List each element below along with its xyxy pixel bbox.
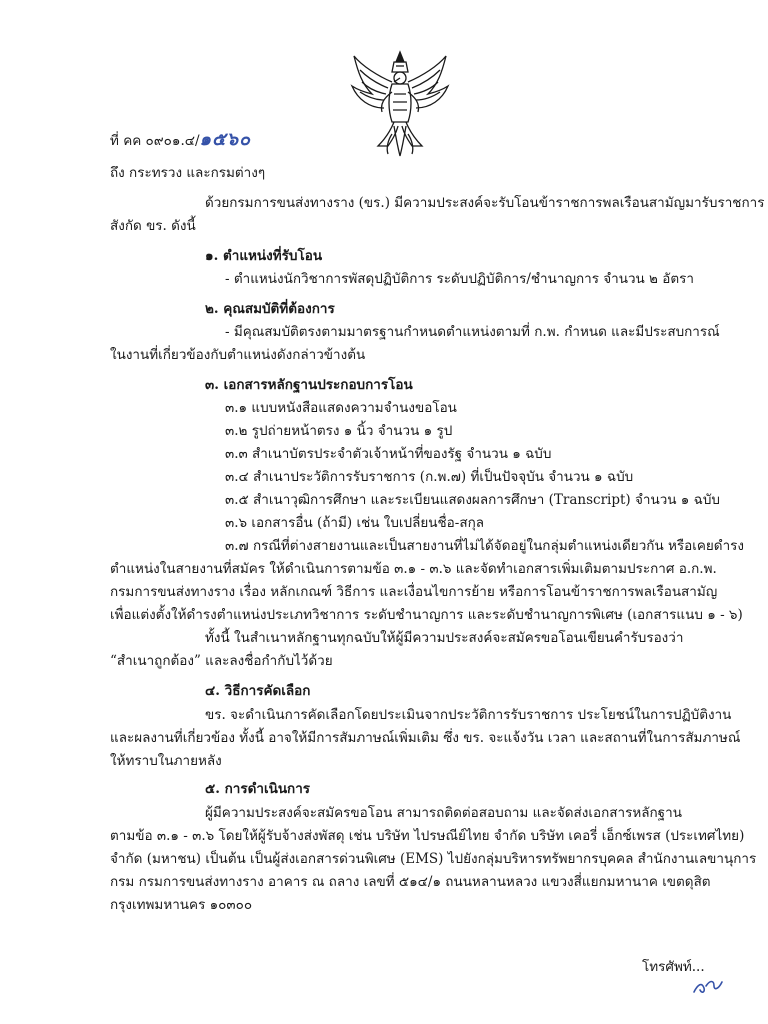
section-1-item: - ตำแหน่งนักวิชาการพัสดุปฏิบัติการ ระดับปฏิบัติการ/ชำนาญการ จำนวน ๒ อัตรา xyxy=(225,271,694,287)
section-5-line-3: จำกัด (มหาชน) เป็นต้น เป็นผู้ส่งเอกสารด่วนพิเศษ (EMS) ไปยังกลุ่มบริหารทรัพยากรบุคคล สำนักงานเลขานุการ xyxy=(110,851,757,867)
section-5-line-5: กรุงเทพมหานคร ๑๐๓๐๐ xyxy=(110,897,253,913)
handwritten-document-number: ๑๕๖๐ xyxy=(199,129,252,150)
section-3-item-7-line-3: กรมการขนส่งทางราง เรื่อง หลักเกณฑ์ วิธีการ และเงื่อนไขการย้าย หรือการโอนข้าราชการพลเรือนสามัญ xyxy=(110,584,718,600)
section-3-item-7-line-4: เพื่อแต่งตั้งให้ดำรงตำแหน่งประเภทวิชาการ ระดับชำนาญการ และระดับชำนาญการพิเศษ (เอกสารแนบ ๑ - ๖) xyxy=(110,607,743,623)
section-3-item-7-line-1: ๓.๗ กรณีที่ต่างสายงานและเป็นสายงานที่ไม่ได้จัดอยู่ในกลุ่มตำแหน่งเดียวกัน หรือเคยดำรง xyxy=(225,538,744,554)
section-5-line-1: ผู้มีความประสงค์จะสมัครขอโอน สามารถติดต่อสอบถาม และจัดส่งเอกสารหลักฐาน xyxy=(205,805,682,821)
section-3-heading: ๓. เอกสารหลักฐานประกอบการโอน xyxy=(205,377,413,393)
garuda-emblem-icon xyxy=(348,48,452,158)
intro-line-2: สังกัด ขร. ดังนี้ xyxy=(110,218,196,234)
section-3-item-3: ๓.๓ สำเนาบัตรประจำตัวเจ้าหน้าที่ของรัฐ จำนวน ๑ ฉบับ xyxy=(225,446,552,462)
section-3-item-1: ๓.๑ แบบหนังสือแสดงความจำนงขอโอน xyxy=(225,400,457,416)
section-4-line-2: และผลงานที่เกี่ยวข้อง ทั้งนี้ อาจให้มีการสัมภาษณ์เพิ่มเติม ซึ่ง ขร. จะแจ้งวัน เวลา และสถานที่ในการสัมภาษณ์ xyxy=(110,730,741,746)
section-5-line-4: กรม กรมการขนส่งทางราง อาคาร ณ ถลาง เลขที่ ๕๑๔/๑ ถนนหลานหลวง แขวงสี่แยกมหานาค เขตดุสิต xyxy=(110,874,711,890)
intro-line-1: ด้วยกรมการขนส่งทางราง (ขร.) มีความประสงค์จะรับโอนข้าราชการพลเรือนสามัญมารับราชการ xyxy=(205,195,765,211)
section-2-line-2: ในงานที่เกี่ยวข้องกับตำแหน่งดังกล่าวข้างต้น xyxy=(110,347,366,363)
section-4-line-1: ขร. จะดำเนินการคัดเลือกโดยประเมินจากประวัติการรับราชการ ประโยชน์ในการปฏิบัติงาน xyxy=(205,707,732,723)
section-3-note-line-1: ทั้งนี้ ในสำเนาหลักฐานทุกฉบับให้ผู้มีความประสงค์จะสมัครขอโอนเขียนคำรับรองว่า xyxy=(205,630,684,646)
section-3-note-line-2: “สำเนาถูกต้อง” และลงชื่อกำกับไว้ด้วย xyxy=(110,653,333,669)
continuation-marker: โทรศัพท์... xyxy=(642,959,705,975)
section-4-heading: ๔. วิธีการคัดเลือก xyxy=(205,683,311,699)
document-number-prefix: ที่ คค ๐๙๐๑.๔/ xyxy=(110,133,200,149)
section-5-heading: ๕. การดำเนินการ xyxy=(205,781,311,797)
section-3-item-7-line-2: ตำแหน่งในสายงานที่สมัคร ให้ดำเนินการตามข้อ ๓.๑ - ๓.๖ และจัดทำเอกสารเพิ่มเติมตามประกาศ อ.ก.พ. xyxy=(110,561,717,577)
section-3-item-4: ๓.๔ สำเนาประวัติการรับราชการ (ก.พ.๗) ที่เป็นปัจจุบัน จำนวน ๑ ฉบับ xyxy=(225,469,634,485)
recipient-line: ถึง กระทรวง และกรมต่างๆ xyxy=(110,165,266,181)
section-3-item-2: ๓.๒ รูปถ่ายหน้าตรง ๑ นิ้ว จำนวน ๑ รูป xyxy=(225,423,453,439)
section-2-heading: ๒. คุณสมบัติที่ต้องการ xyxy=(205,301,335,317)
section-5-line-2: ตามข้อ ๓.๑ - ๓.๖ โดยให้ผู้รับจ้างส่งพัสดุ เช่น บริษัท ไปรษณีย์ไทย จำกัด บริษัท เคอรี่ เอ็กซ์เพรส (ประเทศไทย) xyxy=(110,828,745,844)
signature-mark-icon xyxy=(690,972,726,998)
section-2-line-1: - มีคุณสมบัติตรงตามมาตรฐานกำหนดตำแหน่งตามที่ ก.พ. กำหนด และมีประสบการณ์ xyxy=(225,324,720,340)
section-4-line-3: ให้ทราบในภายหลัง xyxy=(110,753,222,769)
section-1-heading: ๑. ตำแหน่งที่รับโอน xyxy=(205,248,323,264)
section-3-item-5: ๓.๕ สำเนาวุฒิการศึกษา และระเบียนแสดงผลการศึกษา (Transcript) จำนวน ๑ ฉบับ xyxy=(225,492,720,508)
document-number xyxy=(110,131,251,150)
section-3-item-6: ๓.๖ เอกสารอื่น (ถ้ามี) เช่น ใบเปลี่ยนชื่อ-สกุล xyxy=(225,515,485,531)
